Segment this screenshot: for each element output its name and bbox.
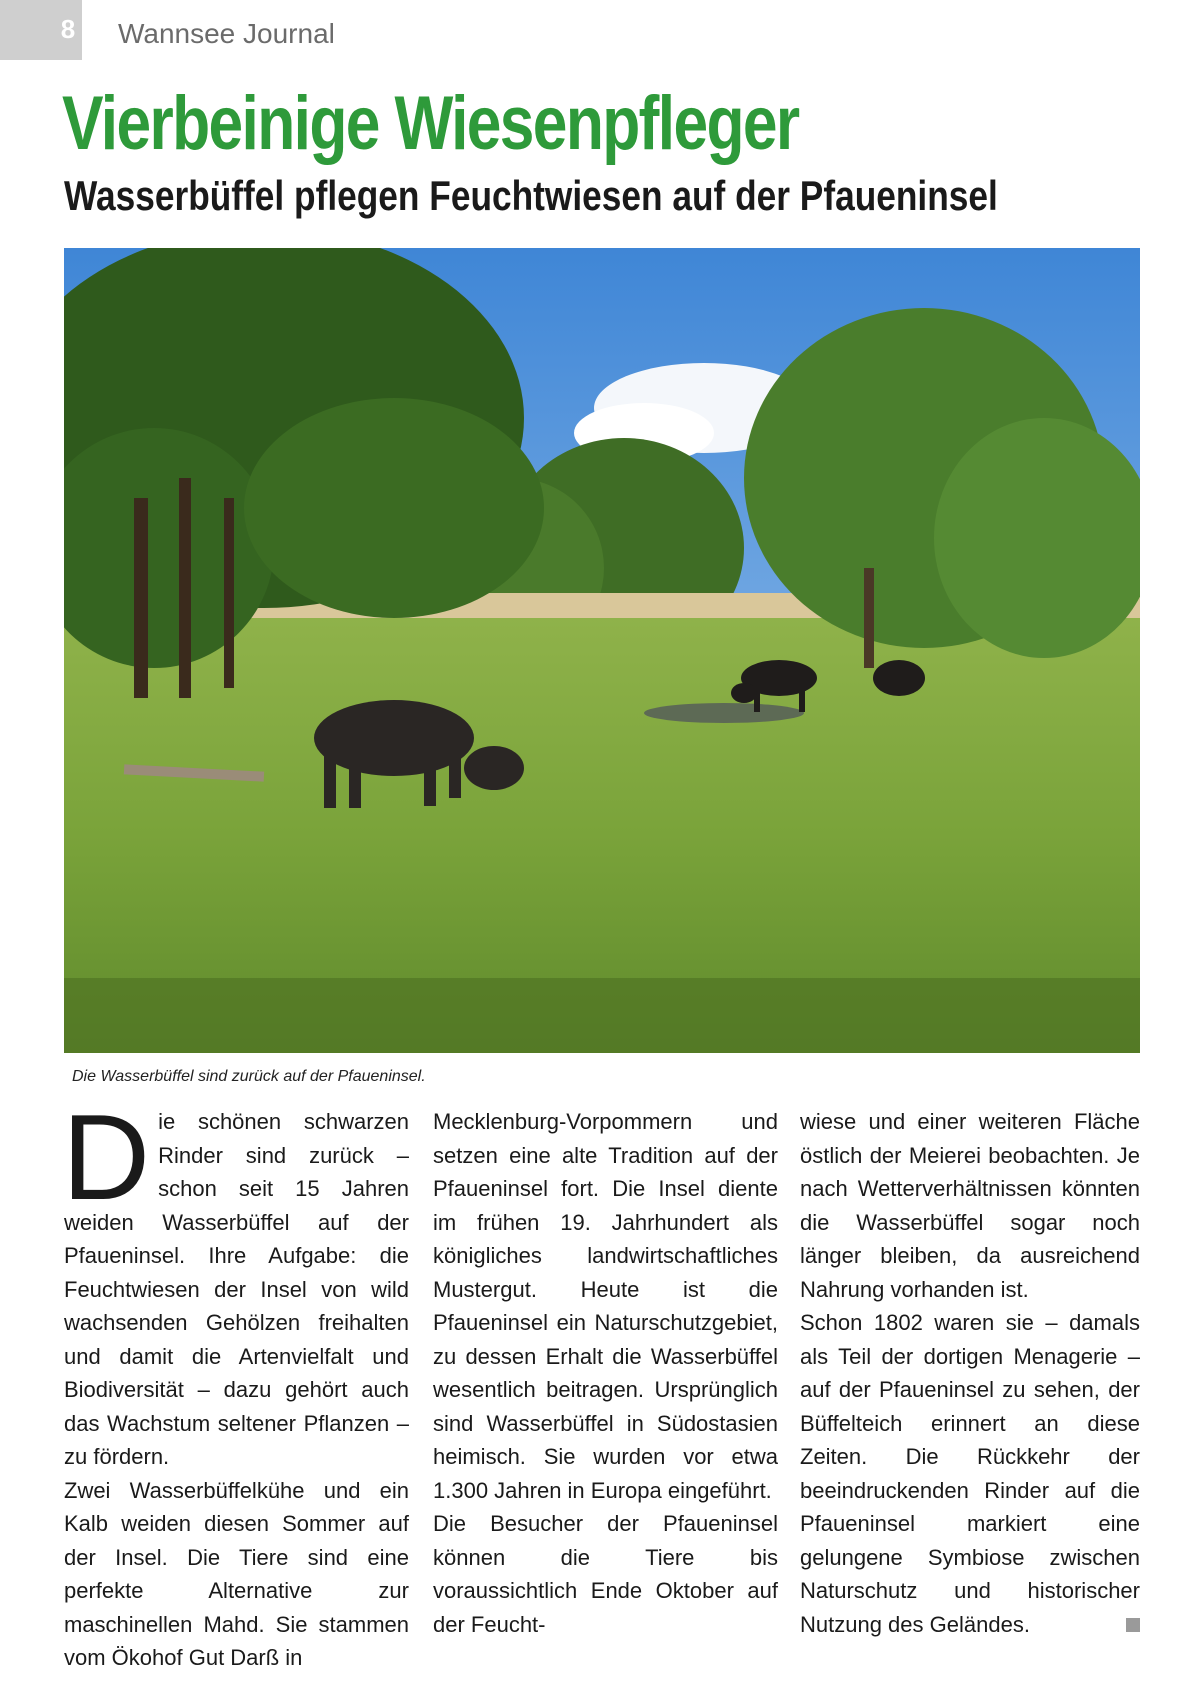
paragraph: wiese und einer weiteren Fläche östlich der Meierei beobachten. Je nach Wetterverhältnissen könnten die Wasserbüffel sogar noch länger bleiben, da ausreichend Nahrung vorhanden ist. bbox=[800, 1109, 1140, 1302]
journal-name: Wannsee Journal bbox=[118, 18, 335, 49]
page-number: 8 bbox=[60, 14, 76, 44]
paragraph: Zwei Wasserbüffelkühe und ein Kalb weiden diesen Sommer auf der Insel. Die Tiere sind eine perfekte Alternative zur maschinellen Mahd. Sie stammen vom Ökohof Gut Darß in bbox=[64, 1477, 409, 1670]
paragraph bbox=[800, 1306, 1140, 1641]
article-title: Vierbeinige Wiesenpfleger bbox=[62, 81, 799, 166]
article-column-2 bbox=[433, 1105, 778, 1641]
paragraph-text: Schon 1802 waren sie – damals als Teil der dortigen Menagerie – auf der Pfaueninsel zu sehen, der Büffelteich erinnert an diese Zeiten. Die Rückkehr der beeindruckenden Rinder auf die Pfaueninsel markiert eine gelungene Symbiose zwischen Naturschutz und historischer Nutzung des Geländes. bbox=[800, 1310, 1140, 1637]
photo-caption: Die Wasserbüffel sind zurück auf der Pfaueninsel. bbox=[72, 1068, 426, 1085]
buffalo-meadow-illustration bbox=[64, 248, 1140, 1053]
article-column-1 bbox=[62, 1089, 409, 1675]
article-photo bbox=[64, 248, 1140, 1053]
drop-cap: D bbox=[62, 1089, 151, 1225]
article-end-mark-icon bbox=[1126, 1618, 1140, 1632]
paragraph: Die Besucher der Pfaueninsel können die Tiere bis voraussichtlich Ende Oktober auf der Feucht- bbox=[433, 1511, 778, 1637]
article-subtitle: Wasserbüffel pflegen Feuchtwiesen auf der Pfaueninsel bbox=[64, 172, 998, 219]
paragraph: Mecklenburg-Vorpommern und setzen eine alte Tradition auf der Pfaueninsel fort. Die Insel diente im frühen 19. Jahrhundert als königliches landwirtschaftliches Mustergut. Heute ist die Pfaueninsel ein Naturschutzgebiet, zu dessen Erhalt die Wasserbüffel wesentlich beitragen. Ursprünglich sind Wasserbüffel in Südostasien heimisch. Sie wurden vor etwa 1.300 Jahren in Europa eingeführt. bbox=[433, 1109, 778, 1503]
article-column-3 bbox=[800, 1105, 1140, 1641]
paragraph: ie schönen schwarzen Rinder sind zurück – schon seit 15 Jahren weiden Wasserbüffel auf der Pfaueninsel. Ihre Aufgabe: die Feuchtwiesen der Insel von wild wachsenden Gehölzen freihalten und damit die Artenvielfalt und Biodiversität – dazu gehört auch das Wachstum seltener Pflanzen – zu fördern. bbox=[64, 1109, 409, 1469]
